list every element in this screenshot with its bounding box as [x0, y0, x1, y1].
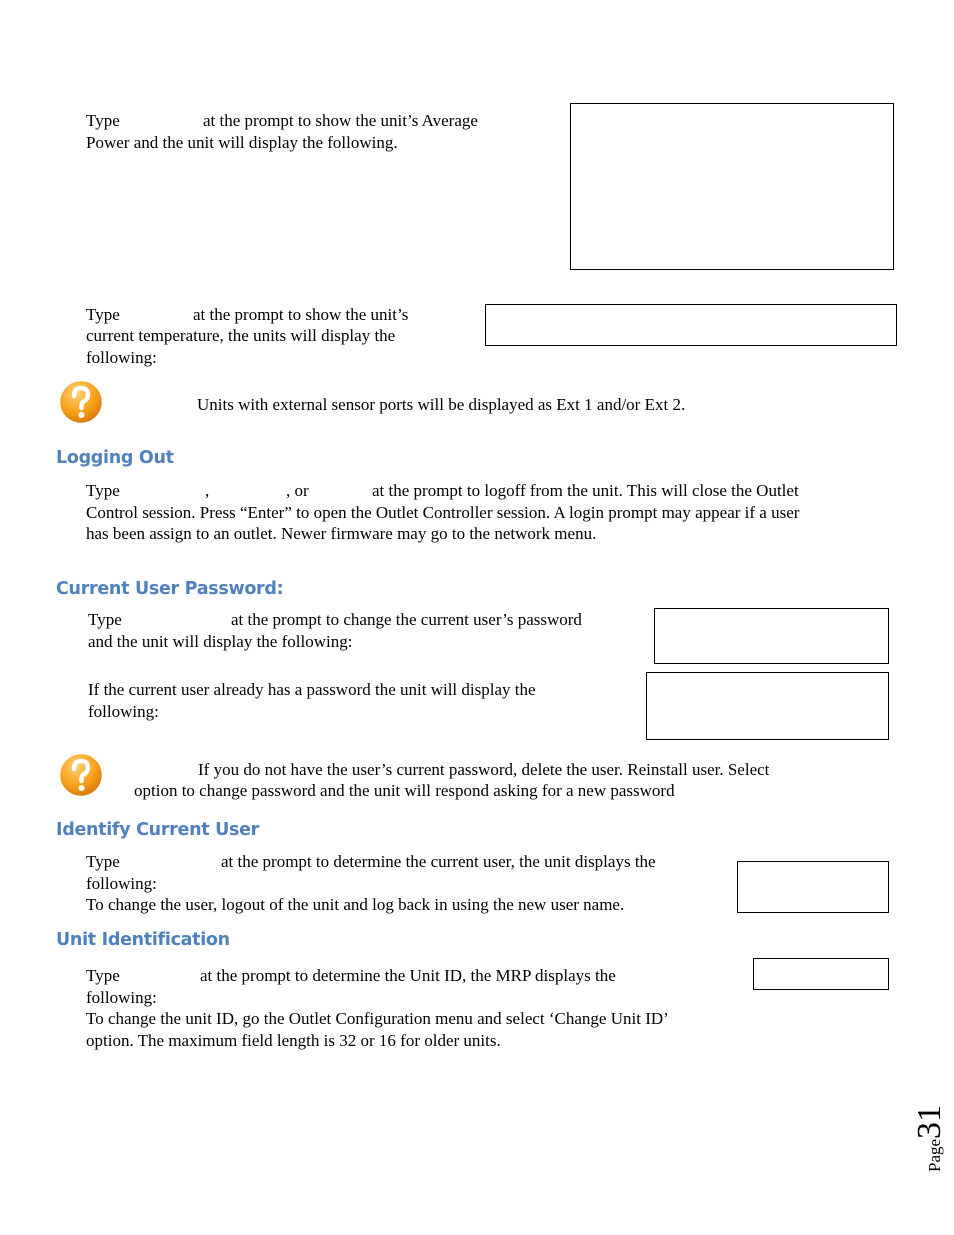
identify-type-word: Type — [86, 852, 120, 871]
heading-current-user-password: Current User Password: — [56, 579, 284, 599]
password-line3: If the current user already has a password the unit will display the — [88, 680, 536, 699]
unit-id-type-word: Type — [86, 966, 120, 985]
heading-identify-current-user: Identify Current User — [56, 820, 260, 840]
temperature-type-word: Type — [86, 305, 120, 324]
logout-line1: at the prompt to logoff from the unit. This will close the Outlet — [372, 481, 799, 500]
note2-line1: If you do not have the user’s current password, delete the user. Reinstall user. Select — [198, 760, 770, 779]
temperature-output-box — [485, 304, 897, 346]
temperature-line3: following: — [86, 348, 157, 367]
page-number-value: 31 — [911, 1104, 948, 1139]
temperature-line2: current temperature, the units will display the — [86, 326, 396, 345]
password-line1: at the prompt to change the current user’s password — [231, 610, 582, 629]
avg-power-line2: Power and the unit will display the following. — [86, 133, 398, 152]
page-number — [911, 1104, 948, 1172]
unit-id-output-box — [753, 958, 889, 990]
logout-comma: , — [205, 481, 210, 500]
password-type-word: Type — [88, 610, 122, 629]
identify-line1: at the prompt to determine the current user, the unit displays the — [221, 852, 656, 871]
logout-line3: has been assign to an outlet. Newer firmware may go to the network menu. — [86, 524, 597, 543]
unit-id-line4: option. The maximum field length is 32 or 16 for older units. — [86, 1031, 501, 1050]
note2-line2: option to change password and the unit will respond asking for a new password — [134, 781, 675, 800]
unit-id-line1: at the prompt to determine the Unit ID, the MRP displays the — [200, 966, 616, 985]
unit-id-line2: following: — [86, 988, 157, 1007]
heading-unit-identification: Unit Identification — [56, 930, 230, 950]
identify-line2: following: — [86, 874, 157, 893]
avg-power-line1: at the prompt to show the unit’s Average — [203, 111, 478, 130]
avg-power-output-box — [570, 103, 894, 270]
password-line2: and the unit will display the following: — [88, 632, 353, 651]
password-output-box — [654, 608, 889, 664]
password-line4: following: — [88, 702, 159, 721]
identify-output-box — [737, 861, 889, 913]
logout-type-word: Type — [86, 481, 120, 500]
question-icon — [57, 751, 105, 799]
avg-power-type-word: Type — [86, 111, 120, 130]
password-existing-output-box — [646, 672, 889, 740]
logout-or: , or — [286, 481, 309, 500]
identify-line3: To change the user, logout of the unit and log back in using the new user name. — [86, 895, 625, 914]
temperature-line1: at the prompt to show the unit’s — [193, 305, 409, 324]
question-icon — [57, 378, 105, 426]
unit-id-line3: To change the unit ID, go the Outlet Configuration menu and select ‘Change Unit ID’ — [86, 1009, 669, 1028]
note1-text: Units with external sensor ports will be displayed as Ext 1 and/or Ext 2. — [197, 395, 686, 414]
page-label: Page — [925, 1138, 944, 1172]
heading-logging-out: Logging Out — [56, 448, 174, 468]
logout-line2: Control session. Press “Enter” to open the Outlet Controller session. A login prompt may appear if a user — [86, 503, 800, 522]
